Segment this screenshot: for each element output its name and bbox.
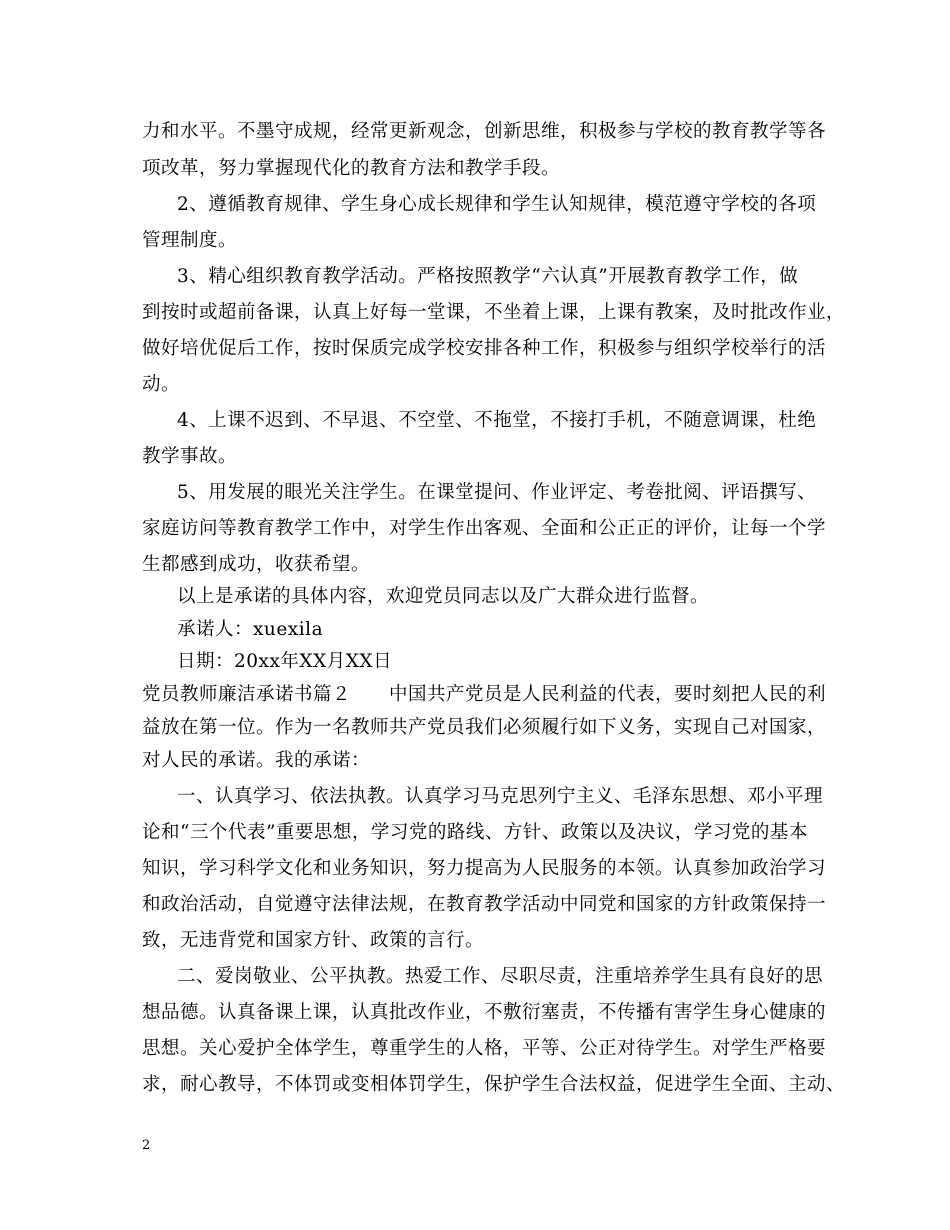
text-line: 想品德。认真备课上课，认真批改作业，不敷衍塞责，不传播有害学生身心健康的 <box>142 1002 827 1023</box>
text-line: 益放在第一位。作为一名教师共产党员我们必须履行如下义务，实现自己对国家， <box>142 717 827 738</box>
text-line: 知识，学习科学文化和业务知识，努力提高为人民服务的本领。认真参加政治学习 <box>142 858 827 879</box>
text-line: 项改革，努力掌握现代化的教育方法和教学手段。 <box>142 158 561 179</box>
text-line: 家庭访问等教育教学工作中，对学生作出客观、全面和公正正的评价，让每一个学 <box>142 518 827 539</box>
text-line: 思想。关心爱护全体学生，尊重学生的人格，平等、公正对待学生。对学生严格要 <box>142 1038 827 1059</box>
text-line: 求，耐心教导，不体罚或变相体罚学生，保护学生合法权益，促进学生全面、主动、 <box>142 1074 846 1095</box>
text-line: 做好培优促后工作，按时保质完成学校安排各种工作，积极参与组织学校举行的活 <box>142 338 827 359</box>
text-line: 和政治活动，自觉遵守法律法规，在教育教学活动中同党和国家的方针政策保持一 <box>142 894 827 915</box>
text-line: 5、用发展的眼光关注学生。在课堂提问、作业评定、考卷批阅、评语撰写、 <box>177 482 817 503</box>
text-line: 管理制度。 <box>142 230 238 251</box>
text-line: 生都感到成功，收获希望。 <box>142 554 371 575</box>
text-line: 一、认真学习、依法执教。认真学习马克思列宁主义、毛泽东思想、邓小平理 <box>177 786 824 807</box>
page-number: 2 <box>142 1138 151 1153</box>
text-line: 对人民的承诺。我的承诺： <box>142 750 371 771</box>
text-line: 3、精心组织教育教学活动。严格按照教学“六认真”开展教育教学工作，做 <box>177 266 799 287</box>
text-line: 以上是承诺的具体内容，欢迎党员同志以及广大群众进行监督。 <box>177 586 710 607</box>
text-line: 论和“三个代表”重要思想，学习党的路线、方针、政策以及决议，学习党的基本 <box>142 822 808 843</box>
signatory-line: 承诺人：xuexila <box>177 619 324 640</box>
text-line: 二、爱岗敬业、公平执教。热爱工作、尽职尽责，注重培养学生具有良好的思 <box>177 966 824 987</box>
section-heading-line: 党员教师廉洁承诺书篇２ 中国共产党员是人民利益的代表，要时刻把人民的利 <box>142 684 827 705</box>
text-line: 教学事故。 <box>142 446 238 467</box>
text-line: 到按时或超前备课，认真上好每一堂课，不坐着上课，上课有教案，及时批改作业， <box>142 302 846 323</box>
text-line: 致，无违背党和国家方针、政策的言行。 <box>142 930 485 951</box>
text-line: 2、遵循教育规律、学生身心成长规律和学生认知规律，模范遵守学校的各项 <box>177 194 817 215</box>
text-line: 4、上课不迟到、不早退、不空堂、不拖堂，不接打手机，不随意调课，杜绝 <box>177 410 817 431</box>
text-line: 动。 <box>142 374 181 395</box>
date-line: 日期：20xx年XX月XX日 <box>177 651 393 672</box>
text-line: 力和水平。不墨守成规，经常更新观念，创新思维，积极参与学校的教育教学等各 <box>142 121 827 142</box>
